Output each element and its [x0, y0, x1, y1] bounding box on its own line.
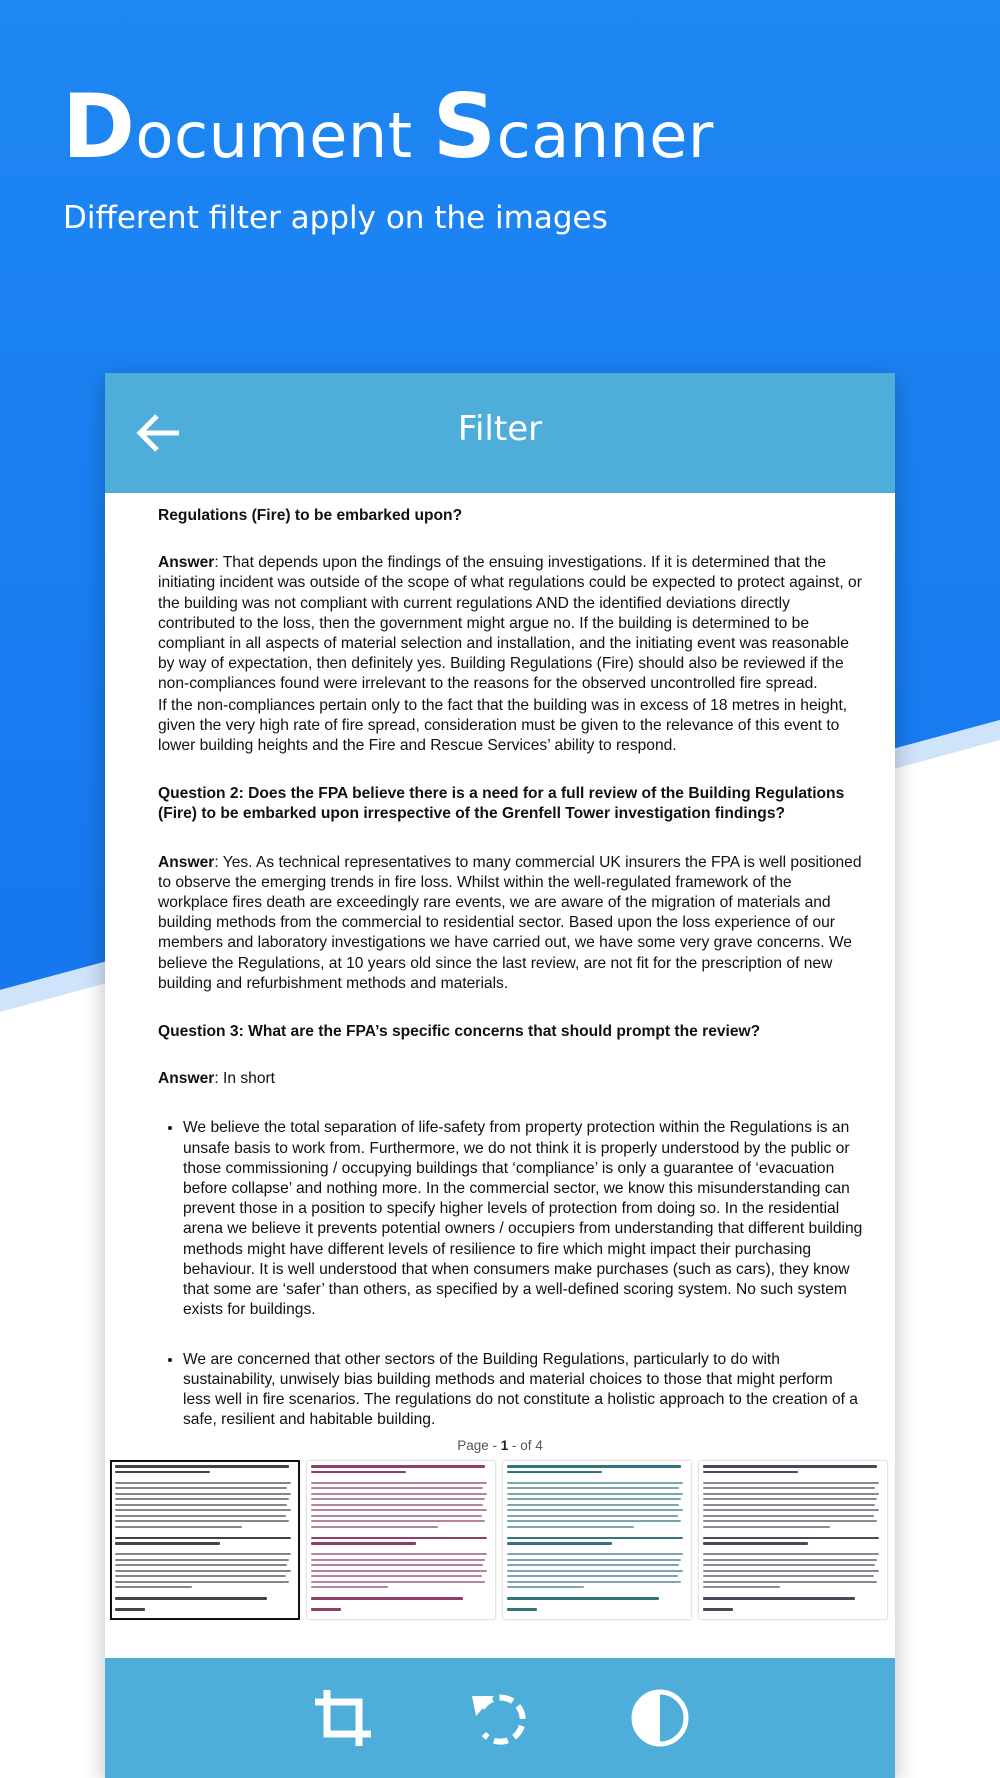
concerns-list — [158, 1117, 863, 1430]
preview-line — [311, 1526, 438, 1528]
preview-line — [311, 1482, 487, 1484]
preview-line — [507, 1586, 584, 1588]
preview-line — [507, 1553, 683, 1555]
preview-line — [507, 1575, 678, 1577]
preview-line — [115, 1509, 291, 1511]
contrast-button[interactable] — [624, 1682, 696, 1754]
answer-1-continued: If the non-compliances pertain only to the fact that the building was in excess of 18 metres in height, given the very high rate of fire spread, consideration must be given to the relevance of this event to lower building heights and the Fire and Rescue Services’ ability to respond. — [158, 696, 848, 755]
preview-line — [311, 1515, 482, 1517]
preview-line — [311, 1586, 388, 1588]
preview-line — [507, 1493, 683, 1495]
preview-line — [507, 1564, 679, 1566]
preview-line — [703, 1515, 874, 1517]
preview-line — [311, 1542, 416, 1545]
preview-line — [311, 1553, 487, 1555]
question-3: Question 3: What are the FPA’s specific concerns that should prompt the review? — [158, 1023, 761, 1041]
preview-line — [311, 1608, 341, 1611]
preview-line — [703, 1482, 879, 1484]
answer-2 — [158, 853, 863, 994]
preview-line — [311, 1537, 487, 1540]
preview-line — [507, 1597, 659, 1600]
answer-label: Answer — [158, 1070, 215, 1088]
preview-line — [115, 1515, 286, 1517]
preview-line — [115, 1471, 210, 1474]
answer-text: : That depends upon the findings of the ensuing investigations. If it is determined that the initiating incident was outside of the scope of what regulations could be expected to protect against, or the building was not compliant with current regulations AND the identified deviations directly contributed to the loss, then the government might argue no. If the building is determined to be compliant in all aspects of material selection and installation, and the initiating event was reasonable by way of expectation, then definitely yes. Building Regulations (Fire) should also be reviewed if the non-compliances found were irrelevant to the reasons for the observed uncontrolled fire spread. — [158, 554, 862, 693]
hero-subtitle: Different filter apply on the images — [63, 200, 608, 236]
preview-line — [507, 1537, 683, 1540]
preview-line — [507, 1526, 634, 1528]
preview-line — [311, 1498, 485, 1500]
phone-screen — [105, 373, 895, 1778]
preview-line — [703, 1608, 733, 1611]
preview-line — [703, 1581, 877, 1583]
bottom-toolbar — [105, 1658, 895, 1778]
preview-line — [703, 1498, 877, 1500]
preview-line — [507, 1504, 679, 1506]
preview-line — [311, 1597, 463, 1600]
preview-line — [703, 1493, 879, 1495]
list-item: • We are concerned that other sectors of the Building Regulations, particularly to do with sustainability, unwisely bias building methods and material choices to those that might perform less well in fire scenarios. The regulations do not constitute a holistic approach to the creation of a safe, resilient and habitable building. — [183, 1349, 863, 1431]
preview-line — [311, 1504, 483, 1506]
preview-line — [703, 1570, 879, 1572]
preview-line — [115, 1504, 287, 1506]
preview-line — [703, 1559, 877, 1561]
page-suffix: - of 4 — [508, 1438, 543, 1453]
preview-line — [115, 1581, 289, 1583]
preview-line — [703, 1487, 875, 1489]
question-1-tail: Regulations (Fire) to be embarked upon? — [158, 507, 463, 524]
preview-line — [507, 1487, 679, 1489]
answer-1 — [158, 553, 863, 694]
answer-text: : In short — [214, 1070, 276, 1088]
preview-line — [311, 1471, 406, 1474]
preview-line — [115, 1465, 289, 1468]
preview-line — [311, 1581, 485, 1583]
preview-line — [115, 1586, 192, 1588]
rotate-button[interactable] — [464, 1682, 536, 1754]
preview-line — [311, 1520, 485, 1522]
preview-line — [703, 1564, 875, 1566]
preview-line — [703, 1520, 877, 1522]
page-indicator — [105, 1438, 895, 1453]
question-2: Question 2: Does the FPA believe there is a need for a full review of the Building Regulations (Fire) to be embarked upon irrespective of the Grenfell Tower investigation findings? — [158, 785, 845, 823]
preview-line — [507, 1498, 681, 1500]
rotate-icon — [468, 1686, 532, 1750]
app-bar — [105, 373, 895, 493]
preview-line — [703, 1575, 874, 1577]
preview-line — [507, 1581, 681, 1583]
preview-line — [703, 1542, 808, 1545]
preview-line — [311, 1564, 483, 1566]
preview-line — [507, 1542, 612, 1545]
preview-line — [507, 1520, 681, 1522]
preview-line — [703, 1504, 875, 1506]
preview-line — [311, 1465, 485, 1468]
preview-line — [311, 1575, 482, 1577]
preview-line — [703, 1553, 879, 1555]
preview-line — [311, 1493, 487, 1495]
preview-line — [115, 1597, 267, 1600]
answer-text: : Yes. As technical representatives to many commercial UK insurers the FPA is well positioned to observe the emerging trends in fire loss. Whilst within the well-regulated framework of the workplace fires death are exceedingly rare events, we are aware of the migration of materials and building methods from the commercial to residential sector. Based upon the loss experience of our members and laboratory investigations we have carried out, we have some very grave concerns. We believe the Regulations, at 10 years old since the last review, are not fit for the prescription of new building and refurbishment methods and materials. — [158, 853, 862, 992]
preview-line — [703, 1586, 780, 1588]
preview-line — [507, 1465, 681, 1468]
preview-line — [115, 1553, 291, 1555]
filter-dark-thumbnail[interactable] — [699, 1461, 887, 1619]
page-prefix: Page - — [457, 1438, 501, 1453]
document-page — [158, 506, 863, 1430]
screen-title: Filter — [457, 409, 543, 449]
preview-line — [703, 1537, 879, 1540]
preview-line — [115, 1570, 291, 1572]
hero-title: Document Scanner — [62, 75, 714, 178]
preview-line — [703, 1509, 879, 1511]
answer-3 — [158, 1069, 863, 1089]
preview-line — [115, 1537, 291, 1540]
preview-line — [507, 1471, 602, 1474]
preview-line — [115, 1520, 289, 1522]
answer-label: Answer — [158, 853, 215, 871]
list-item: • We believe the total separation of life-safety from property protection within the Regulations is an unsafe basis to work from. Furthermore, we do not think it is properly understood by the public or those commissioning / occupying buildings that ‘compliance’ is only a guarantee of ‘evacuation before collapse’ and nothing more. In the commercial sector, we know this misunderstanding can prevent those in a position to specify higher levels of protection from doing so. In the residential arena we believe it prevents potential owners / occupiers from understanding that different building methods might have different levels of resilience to fire which might impact their purchasing behaviour. It is well understood that when consumers make purchases (such as cars), they know that some are ‘safer’ than others, as specified by a well-defined scoring system. No such system exists for buildings. — [183, 1117, 863, 1320]
preview-line — [507, 1515, 678, 1517]
preview-line — [507, 1570, 683, 1572]
crop-button[interactable] — [307, 1682, 379, 1754]
preview-line — [311, 1559, 485, 1561]
current-page: 1 — [500, 1438, 509, 1453]
contrast-icon — [628, 1686, 692, 1750]
preview-line — [311, 1487, 483, 1489]
preview-line — [507, 1559, 681, 1561]
preview-line — [507, 1608, 537, 1611]
preview-line — [115, 1487, 287, 1489]
preview-line — [115, 1575, 286, 1577]
filter-teal-thumbnail[interactable] — [503, 1461, 691, 1619]
preview-line — [115, 1559, 289, 1561]
preview-line — [703, 1526, 830, 1528]
preview-line — [115, 1482, 291, 1484]
preview-line — [703, 1471, 798, 1474]
preview-line — [115, 1498, 289, 1500]
preview-line — [507, 1482, 683, 1484]
preview-line — [115, 1564, 287, 1566]
preview-line — [115, 1493, 291, 1495]
filter-magenta-thumbnail[interactable] — [307, 1461, 495, 1619]
preview-line — [311, 1509, 487, 1511]
crop-icon — [311, 1686, 375, 1750]
preview-line — [311, 1570, 487, 1572]
answer-label: Answer — [158, 554, 215, 572]
filter-thumbnails — [109, 1461, 891, 1621]
preview-line — [115, 1608, 145, 1611]
preview-line — [115, 1542, 220, 1545]
preview-line — [115, 1526, 242, 1528]
preview-line — [507, 1509, 683, 1511]
preview-line — [703, 1597, 855, 1600]
filter-original-thumbnail[interactable] — [111, 1461, 299, 1619]
preview-line — [703, 1465, 877, 1468]
